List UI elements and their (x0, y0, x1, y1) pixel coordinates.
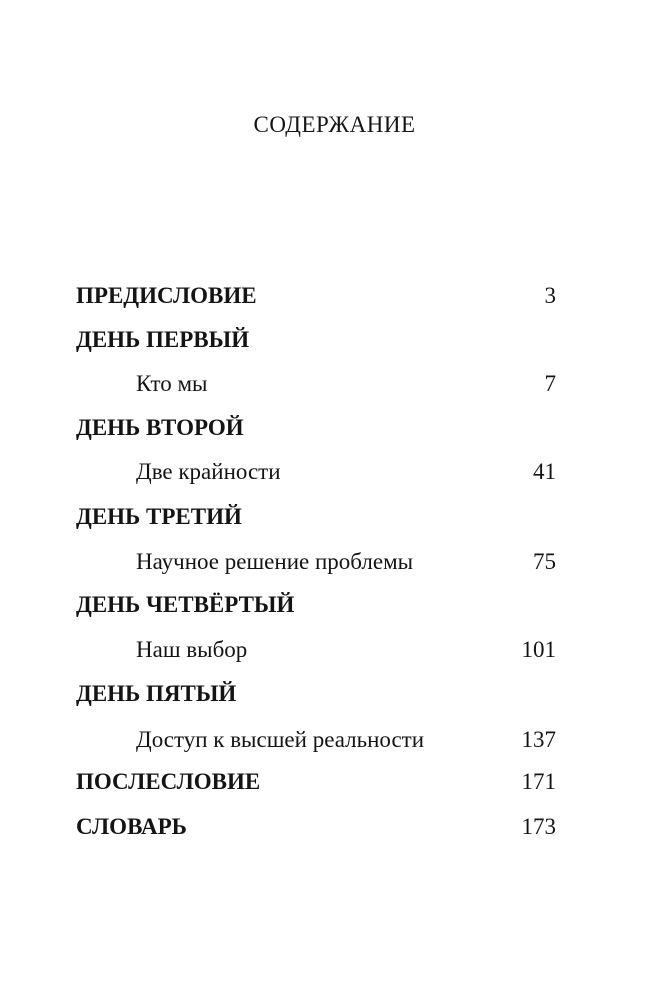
toc-entry-scientific-solution (136, 547, 556, 577)
toc-entry-page: 171 (521, 769, 556, 794)
page-title: СОДЕРЖАНИЕ (253, 112, 416, 137)
toc-entry-label: Наш выбор (136, 637, 248, 662)
toc-entry-afterword (76, 767, 556, 797)
toc-entry-page: 173 (521, 814, 556, 839)
toc-entry-glossary (76, 812, 556, 842)
toc-entry-page: 3 (544, 283, 556, 308)
toc-entry-higher-reality (136, 725, 556, 755)
toc-entry-preface (76, 281, 556, 311)
toc-entry-our-choice (136, 635, 556, 665)
toc-entry-page: 75 (533, 549, 556, 574)
toc-entry-label: ДЕНЬ ТРЕТИЙ (76, 504, 242, 529)
toc-entry-who-we-are (136, 369, 556, 399)
toc-entry-label: Две крайности (136, 459, 281, 484)
toc-entry-page: 41 (533, 459, 556, 484)
toc-entry-day-five (76, 679, 556, 709)
toc-entry-label: ПОСЛЕСЛОВИЕ (76, 769, 261, 794)
toc-entry-label: ПРЕДИСЛОВИЕ (76, 283, 257, 308)
toc-entry-label: ДЕНЬ ПЯТЫЙ (76, 681, 237, 706)
toc-entry-page: 7 (544, 371, 556, 396)
toc-entry-label: Доступ к высшей реальности (136, 727, 425, 752)
toc-entry-label: ДЕНЬ ЧЕТВЁРТЫЙ (76, 592, 295, 617)
toc-entry-day-four (76, 590, 556, 620)
toc-entry-label: ДЕНЬ ПЕРВЫЙ (76, 327, 250, 352)
toc-entry-day-two (76, 413, 556, 443)
toc-entry-page: 101 (521, 637, 556, 662)
toc-entry-day-one (76, 325, 556, 355)
toc-entry-label: ДЕНЬ ВТОРОЙ (76, 415, 244, 440)
toc-entry-label: СЛОВАРЬ (76, 814, 187, 839)
toc-entry-label: Кто мы (136, 371, 208, 396)
toc-entry-page: 137 (521, 727, 556, 752)
toc-entry-day-three (76, 502, 556, 532)
toc-entry-two-extremes (136, 457, 556, 487)
toc-entry-label: Научное решение проблемы (136, 549, 414, 574)
